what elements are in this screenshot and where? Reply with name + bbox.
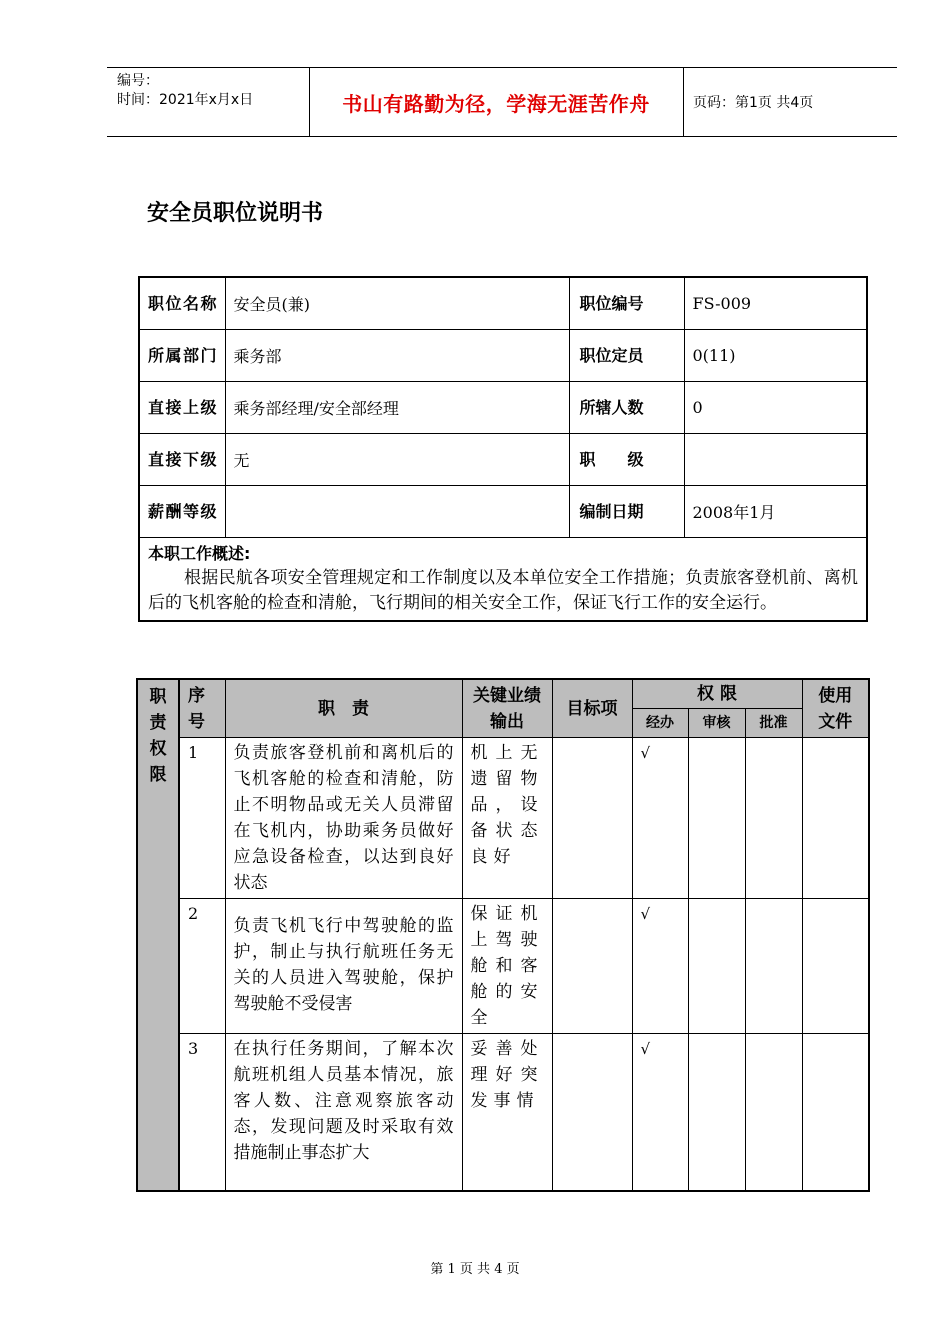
header-handle: 经办	[632, 709, 688, 738]
duty-table	[136, 678, 870, 1192]
info-value: 0(11)	[684, 329, 867, 381]
table-row	[137, 1034, 869, 1191]
row-review	[688, 899, 745, 1034]
info-value: 安全员(兼)	[225, 277, 569, 329]
info-label	[139, 485, 225, 537]
row-approve	[745, 1034, 802, 1191]
row-docs	[802, 1034, 869, 1191]
page-header	[107, 67, 897, 137]
row-handle: √	[632, 899, 688, 1034]
label-text: 直接下级	[148, 449, 217, 469]
row-duty: 在执行任务期间，了解本次航班机组人员基本情况，旅客人数、注意观察旅客动态，发现问题及时采取有效措施制止事态扩大	[225, 1034, 462, 1191]
table-row	[139, 485, 867, 537]
table-row	[137, 899, 869, 1034]
info-label: 职 级	[569, 433, 684, 485]
table-row	[139, 433, 867, 485]
row-review	[688, 738, 745, 899]
info-label	[139, 277, 225, 329]
info-value	[684, 433, 867, 485]
row-seq: 3	[179, 1034, 225, 1191]
info-value	[225, 485, 569, 537]
header-page-info: 页码：第1页 共4页	[693, 95, 814, 111]
info-label: 编制日期	[569, 485, 684, 537]
row-seq: 1	[179, 738, 225, 899]
header-docs	[802, 679, 869, 738]
info-value: 乘务部	[225, 329, 569, 381]
header-kpi-text: 关键业绩输出	[473, 685, 541, 732]
info-label	[139, 381, 225, 433]
info-value: 乘务部经理/安全部经理	[225, 381, 569, 433]
header-meta	[117, 72, 253, 110]
row-docs	[802, 899, 869, 1034]
header-authority: 权 限	[632, 679, 802, 709]
row-handle: √	[632, 1034, 688, 1191]
table-row	[139, 329, 867, 381]
info-label: 所辖人数	[569, 381, 684, 433]
table-header-row	[137, 679, 869, 709]
row-kpi: 妥善处理好突发事情	[462, 1034, 552, 1191]
row-approve	[745, 899, 802, 1034]
row-duty: 负责旅客登机前和离机后的飞机客舱的检查和清舱，防止不明物品或无关人员滞留在飞机内，协助乘务员做好应急设备检查，以达到良好状态	[225, 738, 462, 899]
label-text: 直接上级	[148, 397, 217, 417]
job-summary	[139, 537, 867, 621]
row-approve	[745, 738, 802, 899]
label-text: 职位名称	[148, 293, 217, 313]
row-docs	[802, 738, 869, 899]
row-target	[552, 899, 632, 1034]
summary-text: 根据民航各项安全管理规定和工作制度以及本单位安全工作措施；负责旅客登机前、离机后的飞机客舱的检查和清舱，飞行期间的相关安全工作，保证飞行工作的安全运行。	[148, 567, 858, 613]
info-value: 无	[225, 433, 569, 485]
sidebar-label	[137, 679, 179, 1191]
header-kpi	[462, 679, 552, 738]
row-review	[688, 1034, 745, 1191]
info-label	[139, 329, 225, 381]
table-row	[137, 738, 869, 899]
info-value: FS-009	[684, 277, 867, 329]
sidebar-text: 职责权限	[149, 687, 167, 785]
header-seq	[179, 679, 225, 738]
position-info-table	[138, 276, 868, 622]
row-duty: 负责飞机飞行中驾驶舱的监护，制止与执行航班任务无关的人员进入驾驶舱，保护驾驶舱不受侵害	[225, 899, 462, 1034]
row-target	[552, 1034, 632, 1191]
header-target: 目标项	[552, 679, 632, 738]
header-motto: 书山有路勤为径，学海无涯苦作舟	[342, 91, 650, 116]
row-handle: √	[632, 738, 688, 899]
row-kpi: 机上无遗留物品，设备状态良好	[462, 738, 552, 899]
label-text: 所属部门	[148, 345, 217, 365]
summary-title: 本职工作概述:	[148, 543, 251, 563]
info-value: 2008年1月	[684, 485, 867, 537]
header-docs-text: 使用文件	[818, 685, 853, 732]
info-label	[139, 433, 225, 485]
table-row	[139, 537, 867, 621]
header-divider	[683, 68, 684, 136]
doc-date: 时间：2021年x月x日	[117, 92, 254, 108]
row-target	[552, 738, 632, 899]
info-label: 职位定员	[569, 329, 684, 381]
info-label: 职位编号	[569, 277, 684, 329]
header-approve: 批准	[745, 709, 802, 738]
header-seq-text: 序号	[188, 685, 205, 732]
table-row	[139, 277, 867, 329]
table-row	[139, 381, 867, 433]
info-value: 0	[684, 381, 867, 433]
document-title: 安全员职位说明书	[147, 201, 324, 226]
header-duty: 职 责	[225, 679, 462, 738]
doc-number-label: 编号：	[117, 73, 159, 89]
page-footer: 第 1 页 共 4 页	[430, 1262, 520, 1277]
row-kpi: 保证机上驾驶舱和客舱的安全	[462, 899, 552, 1034]
header-review: 审核	[688, 709, 745, 738]
row-seq: 2	[179, 899, 225, 1034]
label-text: 薪酬等级	[148, 501, 217, 521]
